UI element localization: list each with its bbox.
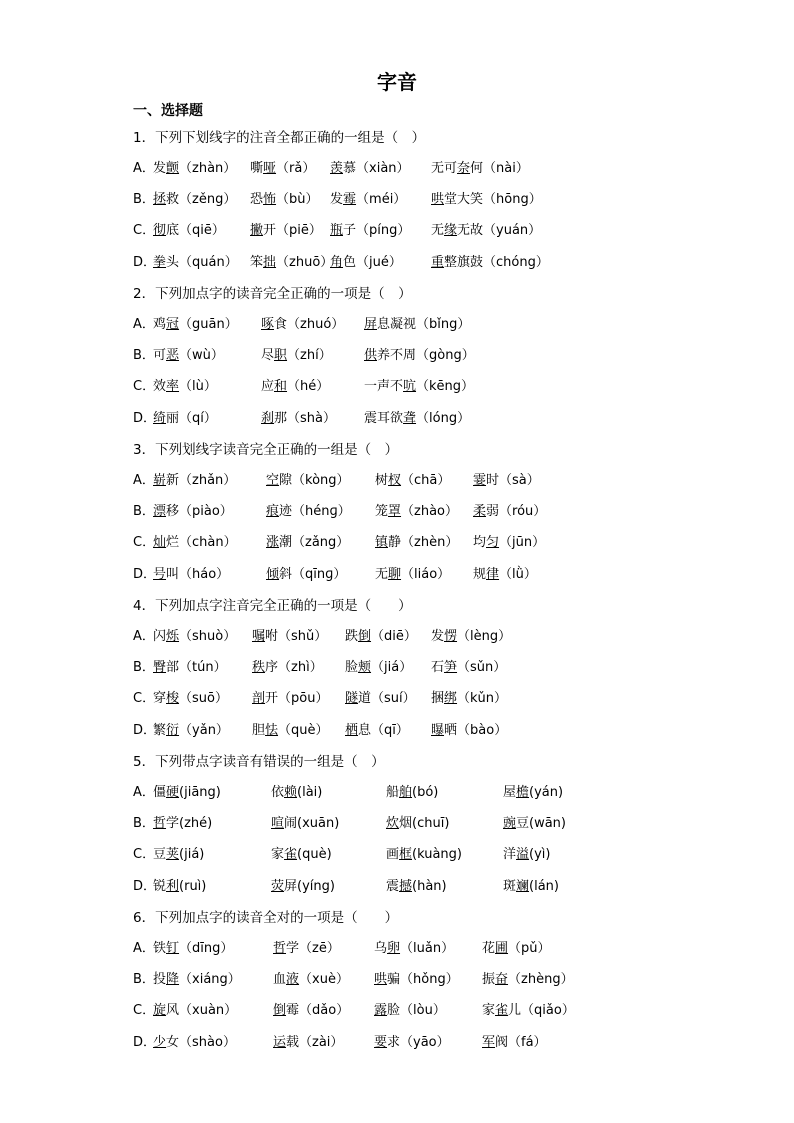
underlined-char: 瓶 xyxy=(330,223,344,239)
underlined-char: 颤 xyxy=(166,161,180,176)
word-item: 剖开（pōu） xyxy=(252,691,329,707)
underlined-char: 喧 xyxy=(271,816,285,832)
word-item: 跌倒（diē） xyxy=(345,629,417,644)
underlined-char: 降 xyxy=(166,972,180,988)
word-item: 发愣（lèng） xyxy=(431,629,512,644)
underlined-char: 臀 xyxy=(153,660,167,676)
underlined-char: 漂 xyxy=(153,504,167,520)
word-item: 臀部（tún） xyxy=(153,660,227,676)
underlined-char: 倒 xyxy=(358,629,372,644)
word-item: 柔弱（róu） xyxy=(473,504,547,520)
underlined-char: 刹 xyxy=(261,410,275,426)
underlined-char: 杈 xyxy=(388,473,402,488)
word-item: 均匀（jūn） xyxy=(473,535,546,551)
option-row xyxy=(133,190,693,210)
underlined-char: 哲 xyxy=(153,816,167,832)
word-item: 秩序（zhì） xyxy=(252,660,323,676)
underlined-char: 剖 xyxy=(252,691,266,707)
word-item: 羡慕（xiàn） xyxy=(330,161,410,176)
underlined-char: 拯 xyxy=(153,192,167,208)
word-item: 栖息（qī） xyxy=(345,722,409,738)
word-item: 一声不吭（kēng） xyxy=(364,379,475,395)
underlined-char: 少 xyxy=(153,1034,167,1050)
question-stem: 3．下列划线字读音完全正确的一组是（ ） xyxy=(133,442,399,458)
word-item: 供养不周（gòng） xyxy=(364,348,475,364)
underlined-char: 恶 xyxy=(166,348,180,364)
option-letter: A． xyxy=(133,785,155,800)
option-letter: A． xyxy=(133,473,155,488)
word-item: 崭新（zhǎn） xyxy=(153,473,237,488)
word-item: 炊烟(chuī) xyxy=(386,816,450,832)
underlined-char: 钉 xyxy=(166,941,180,956)
word-item: 哄骗（hǒng） xyxy=(374,972,459,988)
option-letter: A． xyxy=(133,941,155,956)
option-letter: C． xyxy=(133,223,156,239)
option-row xyxy=(133,409,693,429)
underlined-char: 液 xyxy=(286,972,300,988)
word-item: 拯救（zěng） xyxy=(153,192,237,208)
question-stem: 6．下列加点字的读音全对的一项是（ ） xyxy=(133,910,399,926)
underlined-char: 雀 xyxy=(495,1003,509,1019)
word-item: 规律（lǜ） xyxy=(473,566,537,582)
underlined-char: 绑 xyxy=(444,691,458,707)
option-row xyxy=(133,845,693,865)
word-item: 鸡冠（guān） xyxy=(153,317,238,332)
underlined-char: 愣 xyxy=(444,629,458,644)
word-item: 船舶(bó) xyxy=(386,785,439,800)
option-letter: B． xyxy=(133,504,155,520)
underlined-char: 赖 xyxy=(284,785,298,800)
word-item: 石笋（sǔn） xyxy=(431,660,507,676)
option-row xyxy=(133,627,693,647)
underlined-char: 嘱 xyxy=(252,629,266,644)
word-item: 倾斜（qīnɡ） xyxy=(266,566,347,582)
question-stem: 5．下列带点字读音有错误的一组是（ ） xyxy=(133,754,385,770)
option-row xyxy=(133,689,693,709)
word-item: 闪烁（shuò） xyxy=(153,629,237,644)
word-item: 豌豆(wān) xyxy=(503,816,566,832)
option-letter: A． xyxy=(133,161,155,176)
word-item: 锐利(ruì) xyxy=(153,878,207,894)
underlined-char: 曝 xyxy=(431,722,445,738)
word-item: 瓶子（píng） xyxy=(330,223,411,239)
word-item: 空隙（kòng） xyxy=(266,473,350,488)
option-row xyxy=(133,502,693,522)
underlined-char: 镇 xyxy=(375,535,389,551)
word-item: 露脸（lòu） xyxy=(374,1003,446,1019)
word-item: 灿烂（chàn） xyxy=(153,535,237,551)
option-row xyxy=(133,346,693,366)
word-item: 乌卵（luǎn） xyxy=(374,941,455,956)
option-row xyxy=(133,783,693,803)
option-row xyxy=(133,658,693,678)
underlined-char: 柔 xyxy=(473,504,487,520)
word-item: 痕迹（hénɡ） xyxy=(266,504,351,520)
word-item: 漂移（piào） xyxy=(153,504,233,520)
option-letter: D． xyxy=(133,878,157,894)
underlined-char: 吭 xyxy=(403,379,417,395)
underlined-char: 溢 xyxy=(516,847,530,863)
underlined-char: 哲 xyxy=(273,941,287,956)
underlined-char: 栖 xyxy=(345,722,359,738)
underlined-char: 利 xyxy=(166,878,180,894)
underlined-char: 霎 xyxy=(473,473,487,488)
word-item: 树杈（chā） xyxy=(375,473,451,488)
underlined-char: 拙 xyxy=(263,254,277,270)
underlined-char: 冠 xyxy=(166,317,180,332)
underlined-char: 哑 xyxy=(263,161,277,176)
underlined-char: 框 xyxy=(399,847,413,863)
word-item: 无可奈何（nài） xyxy=(431,161,529,176)
option-letter: C． xyxy=(133,535,156,551)
underlined-char: 缘 xyxy=(444,223,458,239)
question-stem: 1．下列下划线字的注音全都正确的一组是（ ） xyxy=(133,130,426,146)
word-item: 画框(kuàng) xyxy=(386,847,462,863)
option-row xyxy=(133,533,693,553)
option-row xyxy=(133,377,693,397)
word-item: 哄堂大笑（hōng） xyxy=(431,192,542,208)
word-item: 镇静（zhèn） xyxy=(375,535,459,551)
word-item: 运载（zài） xyxy=(273,1034,344,1050)
underlined-char: 荧 xyxy=(271,878,285,894)
option-letter: B． xyxy=(133,816,155,832)
word-item: 无聊（liáo） xyxy=(375,566,451,582)
option-letter: B． xyxy=(133,348,155,364)
underlined-char: 和 xyxy=(274,379,288,395)
word-item: 哲学(zhé) xyxy=(153,816,213,832)
underlined-char: 拳 xyxy=(153,254,167,270)
word-item: 斑斓(lán) xyxy=(503,878,559,894)
underlined-char: 卵 xyxy=(387,941,401,956)
option-letter: D． xyxy=(133,722,157,738)
underlined-char: 崭 xyxy=(153,473,167,488)
word-item: 号叫（háo） xyxy=(153,566,230,582)
word-item: 捆绑（kǔn） xyxy=(431,691,508,707)
word-item: 哲学（zē） xyxy=(273,941,340,956)
underlined-char: 空 xyxy=(266,473,280,488)
option-row xyxy=(133,159,693,179)
word-item: 铁钉（dīng） xyxy=(153,941,234,956)
underlined-char: 倾 xyxy=(266,566,280,582)
underlined-char: 斓 xyxy=(516,878,530,894)
underlined-char: 角 xyxy=(330,254,344,270)
word-item: 花圃（pǔ） xyxy=(482,941,551,956)
option-letter: B． xyxy=(133,972,155,988)
underlined-char: 彻 xyxy=(153,223,167,239)
underlined-char: 隧 xyxy=(345,691,359,707)
underlined-char: 要 xyxy=(374,1034,388,1050)
underlined-char: 匀 xyxy=(486,535,500,551)
word-item: 家雀(què) xyxy=(271,847,332,863)
word-item: 尽职（zhí） xyxy=(261,348,332,364)
question-stem: 4．下列加点字注音完全正确的一项是（ ） xyxy=(133,598,412,614)
option-row xyxy=(133,565,693,585)
word-item: 荧屏(yíng) xyxy=(271,878,335,894)
underlined-char: 雀 xyxy=(284,847,298,863)
underlined-char: 奈 xyxy=(457,161,471,176)
word-item: 无缘无故（yuán） xyxy=(431,223,542,239)
word-item: 家雀儿（qiǎo） xyxy=(482,1003,575,1019)
option-row xyxy=(133,315,693,335)
underlined-char: 哄 xyxy=(431,192,445,208)
option-row xyxy=(133,1033,693,1053)
word-item: 血液（xuè） xyxy=(273,972,349,988)
word-item: 嘱咐（shǔ） xyxy=(252,629,328,644)
word-item: 胆怯（què） xyxy=(252,722,329,738)
underlined-char: 聊 xyxy=(388,566,402,582)
option-letter: B． xyxy=(133,660,155,676)
option-row xyxy=(133,877,693,897)
underlined-char: 屏 xyxy=(364,317,378,332)
underlined-char: 笋 xyxy=(444,660,458,676)
underlined-char: 律 xyxy=(486,566,500,582)
option-letter: D． xyxy=(133,1034,157,1050)
underlined-char: 圃 xyxy=(495,941,509,956)
section-heading: 一、选择题 xyxy=(133,103,203,119)
word-item: 效率（lù） xyxy=(153,379,217,395)
word-item: 啄食（zhuó） xyxy=(261,317,345,332)
word-item: 霎时（sà） xyxy=(473,473,540,488)
word-item: 军阀（fá） xyxy=(482,1034,547,1050)
option-letter: C． xyxy=(133,379,156,395)
option-row xyxy=(133,221,693,241)
underlined-char: 率 xyxy=(166,379,180,395)
underlined-char: 旋 xyxy=(153,1003,167,1019)
option-letter: C． xyxy=(133,1003,156,1019)
word-item: 可恶（wù） xyxy=(153,348,224,364)
word-item: 脸颊（jiá） xyxy=(345,660,413,676)
option-letter: C． xyxy=(133,691,156,707)
option-letter: D． xyxy=(133,254,157,270)
word-item: 曝晒（bào） xyxy=(431,722,508,738)
word-item: 震撼(hàn) xyxy=(386,878,447,894)
word-item: 喧闹(xuān) xyxy=(271,816,340,832)
underlined-char: 重 xyxy=(431,254,445,270)
option-row xyxy=(133,939,693,959)
underlined-char: 炊 xyxy=(386,816,400,832)
word-item: 震耳欲聋（lóng） xyxy=(364,410,471,426)
word-item: 嘶哑（rǎ） xyxy=(250,161,316,176)
word-item: 屏息凝视（bǐng） xyxy=(364,317,471,332)
word-item: 繁衍（yǎn） xyxy=(153,722,229,738)
underlined-char: 撼 xyxy=(399,878,413,894)
underlined-char: 硬 xyxy=(166,785,180,800)
word-item: 穿梭（suō） xyxy=(153,691,228,707)
underlined-char: 聋 xyxy=(403,410,417,426)
underlined-char: 怯 xyxy=(265,722,279,738)
underlined-char: 梭 xyxy=(166,691,180,707)
option-letter: A． xyxy=(133,629,155,644)
underlined-char: 运 xyxy=(273,1034,287,1050)
word-item: 屋檐(yán) xyxy=(503,785,564,800)
option-row xyxy=(133,814,693,834)
underlined-char: 奋 xyxy=(495,972,509,988)
word-item: 角色（jué） xyxy=(330,254,402,270)
word-item: 投降（xiáng） xyxy=(153,972,241,988)
word-item: 绮丽（qí） xyxy=(153,410,217,426)
word-item: 应和（hé） xyxy=(261,379,330,395)
page-title: 字音 xyxy=(377,70,417,94)
word-item: 要求（yāo） xyxy=(374,1034,450,1050)
underlined-char: 烁 xyxy=(166,629,180,644)
word-item: 洋溢(yì) xyxy=(503,847,551,863)
option-row xyxy=(133,721,693,741)
underlined-char: 啄 xyxy=(261,317,275,332)
underlined-char: 羡 xyxy=(330,161,344,176)
underlined-char: 荚 xyxy=(166,847,180,863)
underlined-char: 颊 xyxy=(358,660,372,676)
word-item: 隧道（suí） xyxy=(345,691,416,707)
word-item: 振奋（zhèng） xyxy=(482,972,574,988)
option-letter: C． xyxy=(133,847,156,863)
underlined-char: 露 xyxy=(374,1003,388,1019)
word-item: 依赖(lài) xyxy=(271,785,323,800)
word-item: 发霉（méi） xyxy=(330,192,407,208)
underlined-char: 衍 xyxy=(166,722,180,738)
underlined-char: 绮 xyxy=(153,410,167,426)
word-item: 恐怖（bù） xyxy=(250,192,319,208)
underlined-char: 供 xyxy=(364,348,378,364)
option-row xyxy=(133,471,693,491)
underlined-char: 号 xyxy=(153,566,167,582)
underlined-char: 檐 xyxy=(516,785,530,800)
underlined-char: 职 xyxy=(274,348,288,364)
option-row xyxy=(133,1001,693,1021)
word-item: 旋风（xuàn） xyxy=(153,1003,238,1019)
underlined-char: 罩 xyxy=(388,504,402,520)
underlined-char: 灿 xyxy=(153,535,167,551)
underlined-char: 倒 xyxy=(273,1003,287,1019)
word-item: 笨拙（zhuō） xyxy=(250,254,334,270)
underlined-char: 舶 xyxy=(399,785,413,800)
word-item: 笼罩（zhào） xyxy=(375,504,459,520)
word-item: 豆荚(jiá) xyxy=(153,847,205,863)
option-letter: D． xyxy=(133,566,157,582)
underlined-char: 涨 xyxy=(266,535,280,551)
underlined-char: 霉 xyxy=(343,192,357,208)
word-item: 彻底（qiē） xyxy=(153,223,225,239)
word-item: 僵硬(jiāng) xyxy=(153,785,221,800)
word-item: 拳头（quán） xyxy=(153,254,238,270)
option-letter: B． xyxy=(133,192,155,208)
word-item: 重整旗鼓（chóng） xyxy=(431,254,549,270)
underlined-char: 豌 xyxy=(503,816,517,832)
underlined-char: 痕 xyxy=(266,504,280,520)
underlined-char: 撇 xyxy=(250,223,264,239)
underlined-char: 军 xyxy=(482,1034,496,1050)
question-stem: 2．下列加点字的读音完全正确的一项是（ ） xyxy=(133,286,412,302)
word-item: 撇开（piē） xyxy=(250,223,322,239)
word-item: 涨潮（zǎng） xyxy=(266,535,350,551)
underlined-char: 哄 xyxy=(374,972,388,988)
underlined-char: 怖 xyxy=(263,192,277,208)
option-letter: D． xyxy=(133,410,157,426)
word-item: 少女（shào） xyxy=(153,1034,236,1050)
word-item: 刹那（shà） xyxy=(261,410,336,426)
word-item: 倒霉（dǎo） xyxy=(273,1003,350,1019)
option-row xyxy=(133,253,693,273)
underlined-char: 秩 xyxy=(252,660,266,676)
option-letter: A． xyxy=(133,317,155,332)
option-row xyxy=(133,970,693,990)
word-item: 发颤（zhàn） xyxy=(153,161,237,176)
